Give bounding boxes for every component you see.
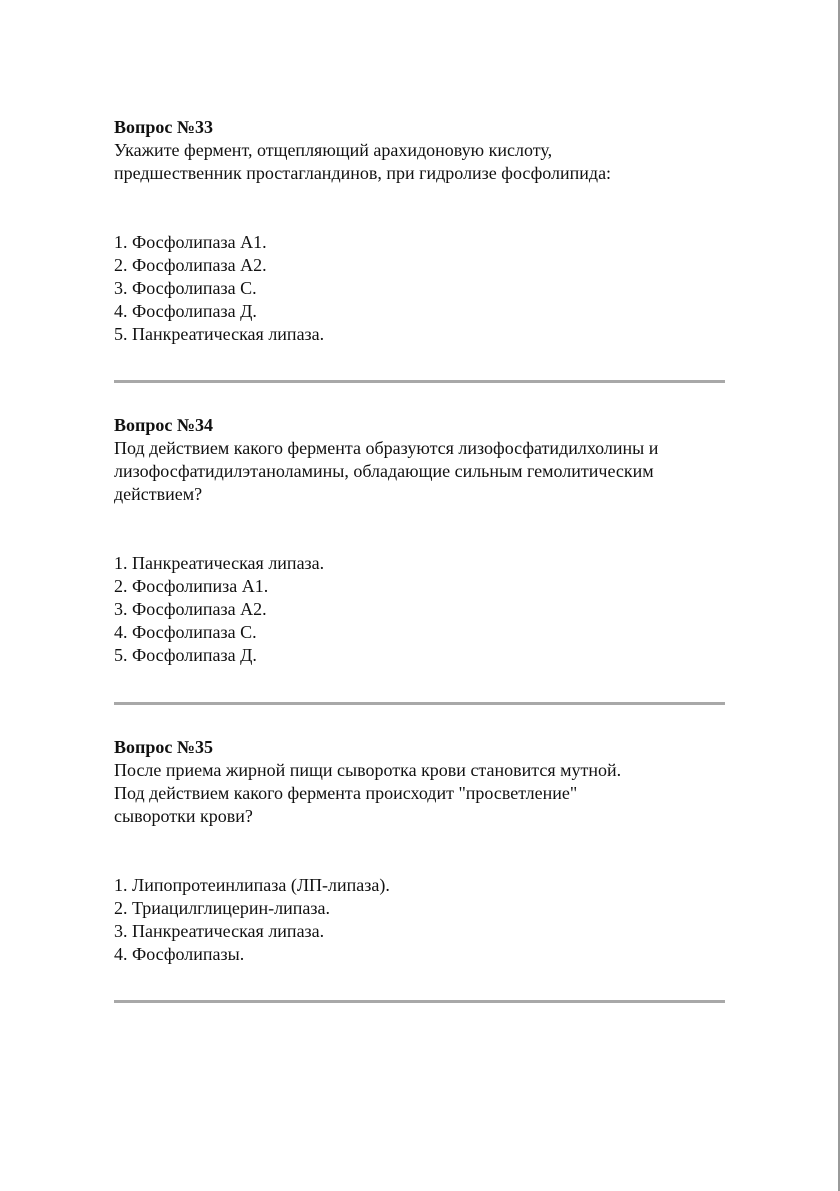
answer-option: 4. Фосфолипаза С. (114, 622, 257, 642)
answer-list (114, 874, 726, 966)
question-title: Вопрос №34 (114, 415, 213, 435)
answer-option: 5. Фосфолипаза Д. (114, 645, 257, 665)
answer-option: 4. Фосфолипаза Д. (114, 301, 257, 321)
question-title: Вопрос №33 (114, 117, 213, 137)
answer-option: 5. Панкреатическая липаза. (114, 324, 325, 344)
section-divider (114, 1000, 725, 1003)
question-title: Вопрос №35 (114, 737, 213, 757)
answer-option: 3. Фосфолипаза С. (114, 278, 257, 298)
answer-option: 2. Триацилглицерин-липаза. (114, 898, 330, 918)
question-text: Укажите фермент, отщепляющий арахидоновую кислоту, предшественник простагландинов, при гидролизе фосфолипида: (114, 140, 612, 183)
answer-option: 4. Фосфолипазы. (114, 944, 245, 964)
answer-option: 1. Панкреатическая липаза. (114, 553, 325, 573)
question-33 (114, 116, 726, 346)
answer-list (114, 552, 726, 667)
question-35 (114, 736, 726, 966)
answer-option: 3. Фосфолипаза А2. (114, 599, 267, 619)
answer-option: 3. Панкреатическая липаза. (114, 921, 325, 941)
answer-option: 2. Фосфолипиза А1. (114, 576, 269, 596)
answer-option: 2. Фосфолипаза А2. (114, 255, 267, 275)
section-divider (114, 380, 725, 383)
answer-option: 1. Фосфолипаза А1. (114, 232, 267, 252)
question-34 (114, 414, 726, 667)
question-text: Под действием какого фермента образуются лизофосфатидилхолины и лизофосфатидилэтаноламины, обладающие сильным гемолитическим действием? (114, 438, 659, 504)
answer-option: 1. Липопротеинлипаза (ЛП-липаза). (114, 875, 390, 895)
section-divider (114, 702, 725, 705)
question-text: После приема жирной пищи сыворотка крови становится мутной. Под действием какого фермента происходит "просветление" сыворотки крови? (114, 760, 622, 826)
answer-list (114, 231, 726, 346)
